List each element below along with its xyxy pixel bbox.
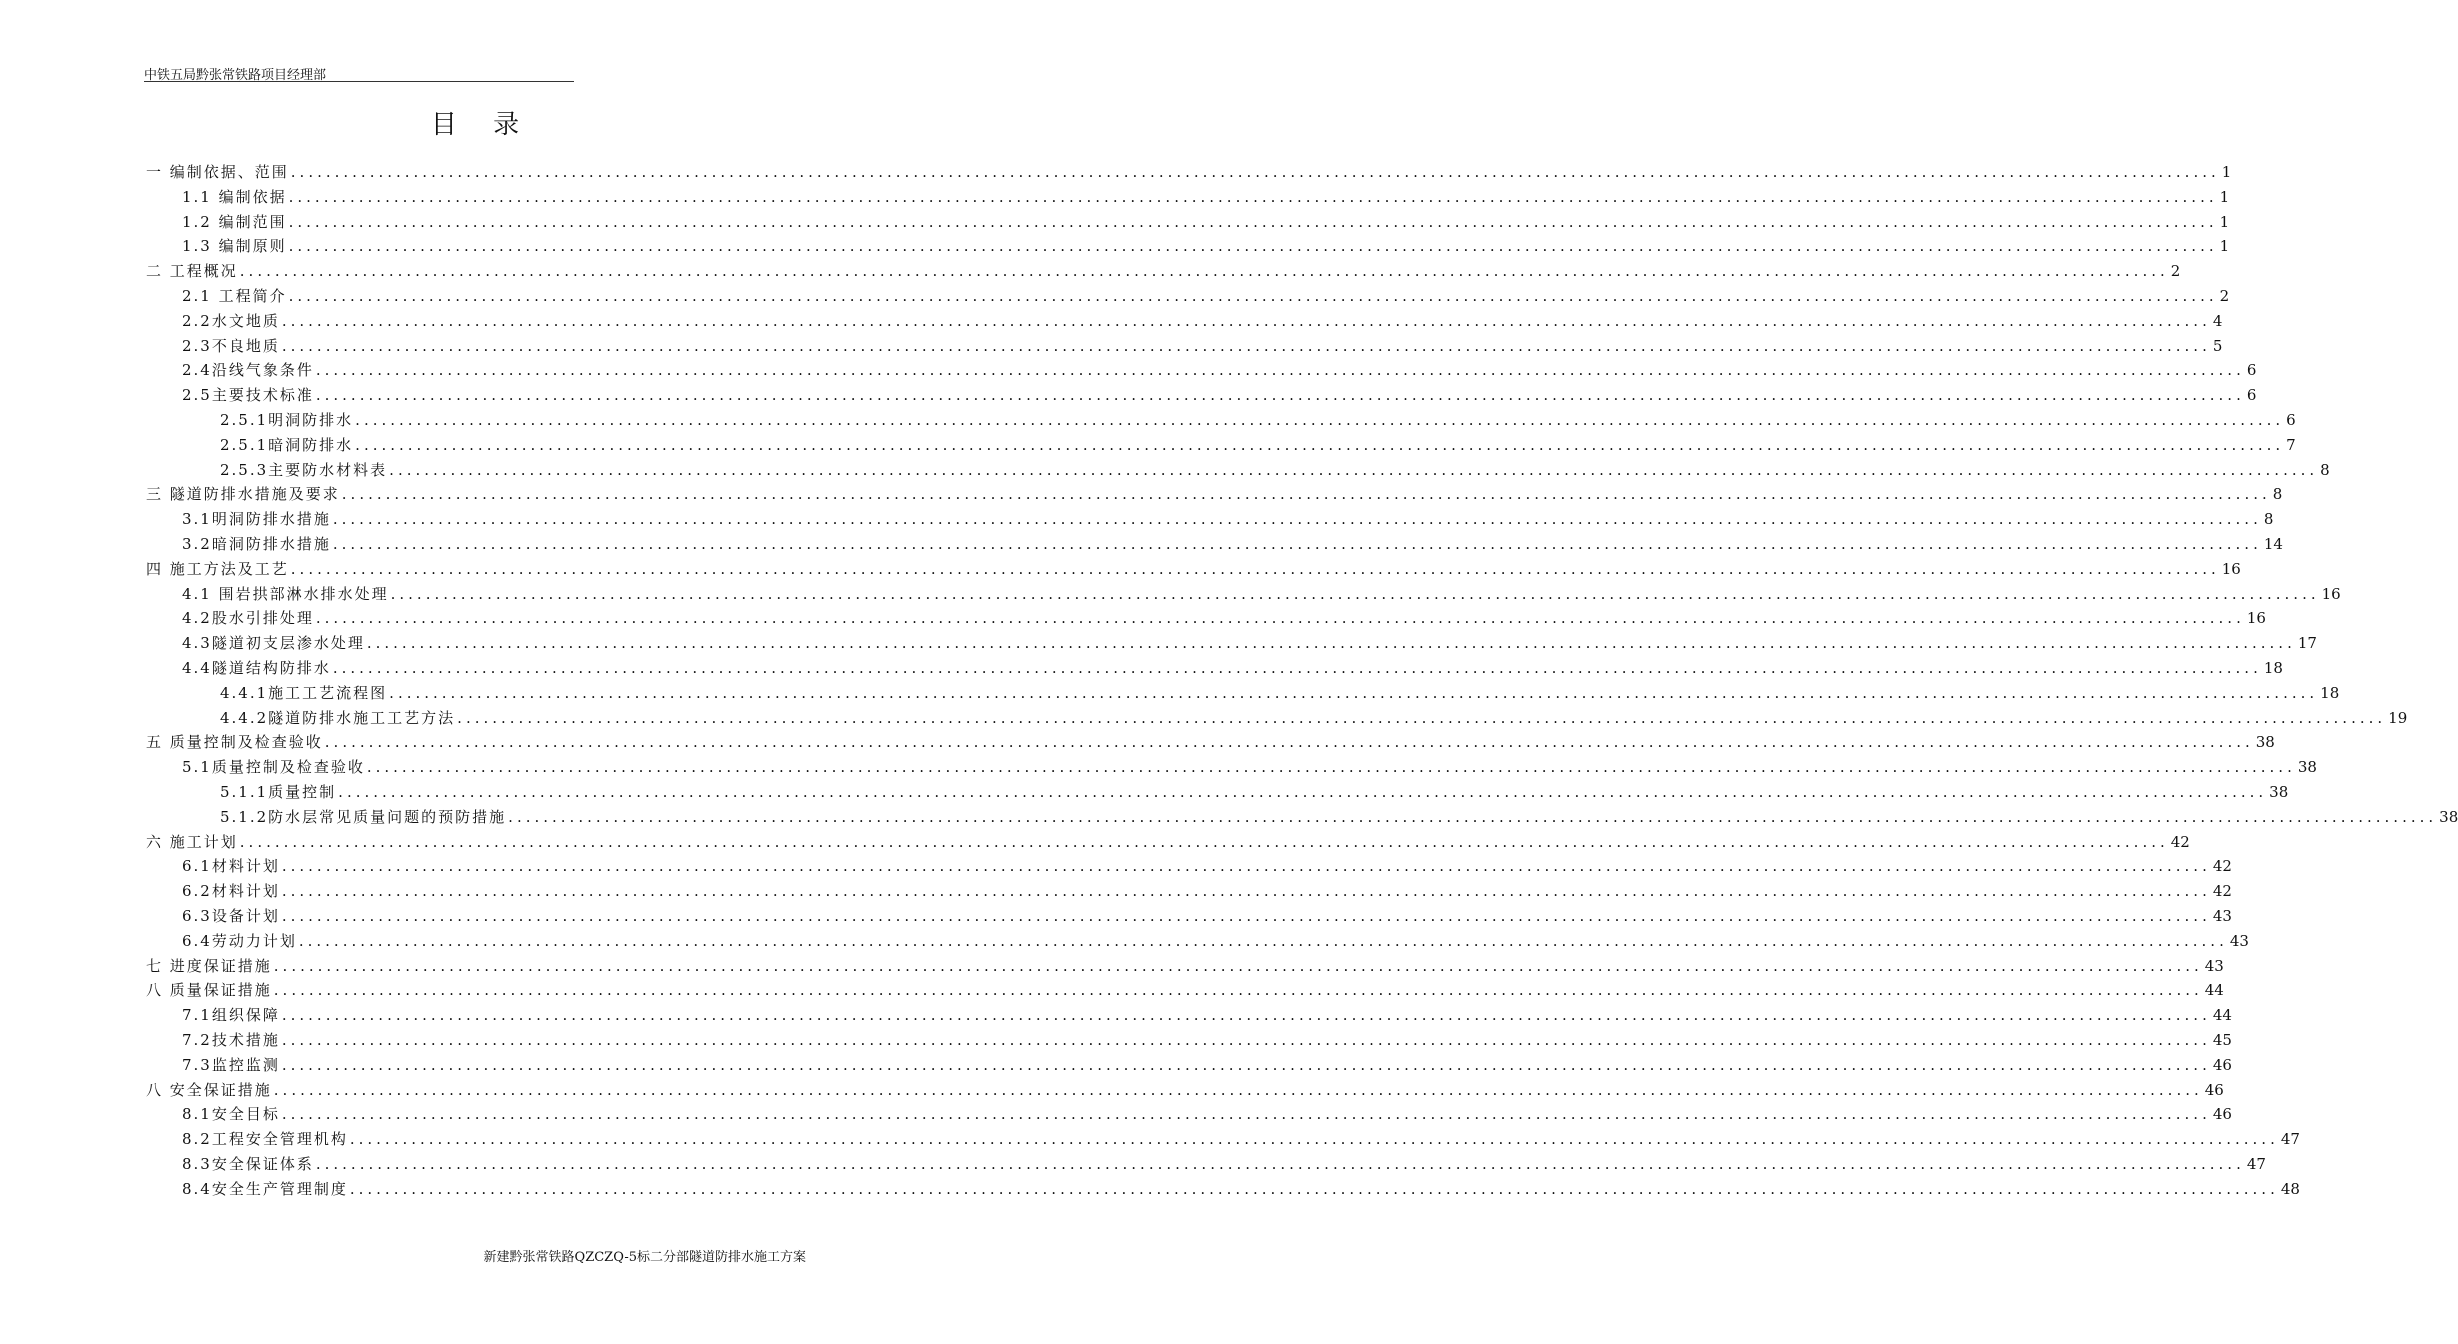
toc-leader-dots: ............................................................................................................................................................................................................................ xyxy=(288,212,2218,231)
toc-entry-page: 16 xyxy=(2246,609,2266,628)
toc-entry-label: 三 隧道防排水措施及要求 xyxy=(146,485,340,504)
toc-entry-page: 38 xyxy=(2297,758,2317,777)
toc-entry-page: 6 xyxy=(2246,386,2257,405)
toc-leader-dots: ............................................................................................................................................................................................................................ xyxy=(273,956,2203,975)
toc-leader-dots: ............................................................................................................................................................................................................................ xyxy=(281,907,2211,925)
toc-entry[interactable] xyxy=(182,1054,2232,1078)
toc-entry-label: 1.2 编制范围 xyxy=(182,212,287,231)
toc-leader-dots: ............................................................................................................................................................................................................................ xyxy=(281,857,2211,876)
toc-leader-dots: ............................................................................................................................................................................................................................ xyxy=(508,807,2438,826)
toc-entry[interactable] xyxy=(146,161,2232,185)
toc-entry-label: 3.1明洞防排水措施 xyxy=(182,510,331,529)
toc-entry-page: 5 xyxy=(2212,336,2223,355)
toc-entry[interactable] xyxy=(146,260,2181,284)
toc-entry-page: 2 xyxy=(2219,287,2230,305)
footer-text: 新建黔张常铁路QZCZQ-5标二分部隧道防排水施工方案 xyxy=(483,1250,806,1265)
toc-entry-page: 46 xyxy=(2212,1055,2232,1074)
toc-entry-page: 43 xyxy=(2229,931,2249,950)
toc-entry-label: 2.3不良地质 xyxy=(182,336,280,355)
toc-entry-label: 七 进度保证措施 xyxy=(146,956,272,975)
toc-leader-dots: ............................................................................................................................................................................................................................ xyxy=(281,1055,2211,1074)
toc-entry-page: 47 xyxy=(2246,1155,2266,1173)
toc-leader-dots: ............................................................................................................................................................................................................................ xyxy=(390,584,2320,603)
toc-entry-page: 1 xyxy=(2221,163,2232,181)
toc-entry[interactable] xyxy=(182,533,2283,557)
toc-entry-page: 48 xyxy=(2280,1179,2300,1198)
toc-entry-label: 7.1组织保障 xyxy=(182,1006,280,1025)
toc-entry[interactable] xyxy=(220,682,2340,706)
toc-entry[interactable] xyxy=(146,483,2283,507)
toc-entry-label: 2.5.1明洞防排水 xyxy=(220,411,354,429)
toc-entry-page: 8 xyxy=(2263,510,2274,529)
toc-leader-dots: ............................................................................................................................................................................................................................ xyxy=(349,1179,2279,1198)
toc-entry-page: 16 xyxy=(2321,584,2341,603)
toc-leader-dots: ............................................................................................................................................................................................................................ xyxy=(290,559,2220,578)
toc-entry[interactable] xyxy=(220,434,2296,458)
toc-entry-page: 19 xyxy=(2388,708,2408,727)
toc-entry-page: 42 xyxy=(2212,882,2232,901)
toc-leader-dots: ............................................................................................................................................................................................................................ xyxy=(288,187,2218,206)
toc-entry[interactable] xyxy=(182,607,2266,631)
toc-leader-dots: ............................................................................................................................................................................................................................ xyxy=(281,882,2211,901)
toc-entry-label: 8.2工程安全管理机构 xyxy=(182,1130,348,1149)
toc-entry-page: 44 xyxy=(2212,1006,2232,1025)
toc-entry-label: 6.2材料计划 xyxy=(182,882,280,901)
toc-leader-dots: ............................................................................................................................................................................................................................ xyxy=(341,485,2271,504)
toc-entry-page: 2 xyxy=(2170,262,2181,281)
toc-entry-page: 38 xyxy=(2439,807,2458,826)
toc-entry-page: 47 xyxy=(2280,1130,2300,1149)
toc-entry-page: 14 xyxy=(2263,535,2283,553)
toc-entry[interactable] xyxy=(182,905,2232,929)
toc-entry-label: 六 施工计划 xyxy=(146,832,238,851)
toc-entry-label: 2.5.1暗洞防排水 xyxy=(220,435,354,454)
toc-entry-page: 1 xyxy=(2219,212,2230,231)
toc-leader-dots: ............................................................................................................................................................................................................................ xyxy=(389,683,2319,702)
toc-entry-label: 1.3 编制原则 xyxy=(182,237,287,256)
toc-entry[interactable] xyxy=(146,731,2275,755)
toc-entry-label: 一 编制依据、范围 xyxy=(146,163,289,181)
toc-entry[interactable] xyxy=(182,310,2223,334)
toc-entry[interactable] xyxy=(182,384,2257,408)
toc-entry-label: 5.1.2防水层常见质量问题的预防措施 xyxy=(220,807,507,826)
toc-entry[interactable] xyxy=(146,831,2190,855)
toc-entry[interactable] xyxy=(182,1029,2232,1053)
toc-entry[interactable] xyxy=(182,632,2317,656)
toc-entry-label: 2.2水文地质 xyxy=(182,311,280,330)
toc-leader-dots: ............................................................................................................................................................................................................................ xyxy=(366,758,2296,777)
toc-entry-label: 6.1材料计划 xyxy=(182,857,280,876)
toc-entry-label: 4.4隧道结构防排水 xyxy=(182,659,331,677)
toc-entry-page: 44 xyxy=(2204,981,2224,1000)
toc-entry-label: 四 施工方法及工艺 xyxy=(146,559,289,578)
toc-leader-dots: ............................................................................................................................................................................................................................ xyxy=(298,931,2228,950)
toc-leader-dots: ............................................................................................................................................................................................................................ xyxy=(315,1155,2245,1173)
toc-entry-page: 6 xyxy=(2246,361,2257,380)
toc-entry[interactable] xyxy=(146,1079,2224,1103)
toc-leader-dots: ............................................................................................................................................................................................................................ xyxy=(273,981,2203,1000)
toc-entry[interactable] xyxy=(182,880,2232,904)
toc-leader-dots: ............................................................................................................................................................................................................................ xyxy=(281,1031,2211,1049)
toc-entry[interactable] xyxy=(182,657,2283,681)
toc-entry[interactable] xyxy=(182,235,2230,259)
toc-entry-label: 8.4安全生产管理制度 xyxy=(182,1179,348,1198)
toc-leader-dots: ............................................................................................................................................................................................................................ xyxy=(315,386,2245,405)
toc-entry-label: 八 质量保证措施 xyxy=(146,981,272,1000)
toc-entry-page: 16 xyxy=(2221,559,2241,578)
toc-entry-page: 18 xyxy=(2263,659,2283,677)
toc-entry-page: 43 xyxy=(2212,907,2232,925)
toc-entry-page: 42 xyxy=(2170,832,2190,851)
toc-entry-label: 4.4.2隧道防排水施工工艺方法 xyxy=(220,708,456,727)
toc-leader-dots: ............................................................................................................................................................................................................................ xyxy=(281,1105,2211,1124)
toc-entry-label: 8.1安全目标 xyxy=(182,1105,280,1124)
toc-leader-dots: ............................................................................................................................................................................................................................ xyxy=(315,361,2245,380)
toc-leader-dots: ............................................................................................................................................................................................................................ xyxy=(332,659,2262,677)
toc-entry[interactable] xyxy=(182,855,2232,879)
toc-entry-label: 五 质量控制及检查验收 xyxy=(146,733,323,752)
toc-entry-page: 17 xyxy=(2297,634,2317,653)
toc-entry[interactable] xyxy=(182,285,2230,309)
toc-leader-dots: ............................................................................................................................................................................................................................ xyxy=(355,435,2285,454)
toc-entry-label: 4.3隧道初支层渗水处理 xyxy=(182,634,365,653)
toc-entry[interactable] xyxy=(182,583,2341,607)
toc-entry[interactable] xyxy=(220,409,2296,433)
toc-entry-label: 4.4.1施工工艺流程图 xyxy=(220,683,388,702)
toc-entry-page: 38 xyxy=(2269,783,2289,801)
toc-entry-label: 5.1.1质量控制 xyxy=(220,783,337,801)
toc-entry-label: 3.2暗洞防排水措施 xyxy=(182,535,331,553)
toc-entry-label: 4.1 围岩拱部淋水排水处理 xyxy=(182,584,389,603)
toc-entry-label: 1.1 编制依据 xyxy=(182,187,287,206)
toc-leader-dots: ............................................................................................................................................................................................................................ xyxy=(281,311,2211,330)
toc-entry-label: 7.2技术措施 xyxy=(182,1031,280,1049)
header-text: 中铁五局黔张常铁路项目经理部 xyxy=(144,68,327,83)
toc-leader-dots: ............................................................................................................................................................................................................................ xyxy=(332,510,2262,529)
toc-leader-dots: ............................................................................................................................................................................................................................ xyxy=(389,460,2319,479)
toc-entry-page: 38 xyxy=(2255,733,2275,752)
toc-entry-page: 7 xyxy=(2286,435,2296,454)
toc-entry-page: 42 xyxy=(2212,857,2232,876)
toc-entry[interactable] xyxy=(182,1004,2232,1028)
toc-entry[interactable] xyxy=(220,459,2330,483)
toc-entry-label: 二 工程概况 xyxy=(146,262,238,281)
toc-entry-page: 4 xyxy=(2212,311,2223,330)
toc-leader-dots: ............................................................................................................................................................................................................................ xyxy=(239,832,2169,851)
toc-leader-dots: ............................................................................................................................................................................................................................ xyxy=(288,237,2218,256)
toc-entry-label: 八 安全保证措施 xyxy=(146,1080,272,1099)
toc-leader-dots: ............................................................................................................................................................................................................................ xyxy=(366,634,2296,653)
toc-entry-page: 45 xyxy=(2212,1031,2232,1049)
toc-entry-label: 5.1质量控制及检查验收 xyxy=(182,758,365,777)
toc-entry-label: 7.3监控监测 xyxy=(182,1055,280,1074)
toc-entry-page: 8 xyxy=(2320,460,2330,479)
toc-entry-page: 1 xyxy=(2219,237,2230,256)
toc-entry[interactable] xyxy=(182,1128,2300,1152)
toc-entry-label: 6.4劳动力计划 xyxy=(182,931,297,950)
toc-entry-label: 8.3安全保证体系 xyxy=(182,1155,314,1173)
toc-entry-label: 2.4沿线气象条件 xyxy=(182,361,314,380)
toc-entry[interactable] xyxy=(182,211,2230,235)
toc-entry[interactable] xyxy=(220,707,2408,731)
toc-entry[interactable] xyxy=(182,508,2274,532)
toc-leader-dots: ............................................................................................................................................................................................................................ xyxy=(332,535,2262,553)
toc-leader-dots: ............................................................................................................................................................................................................................ xyxy=(281,1006,2211,1025)
toc-entry-page: 6 xyxy=(2286,411,2296,429)
toc-entry-page: 8 xyxy=(2272,485,2283,504)
toc-leader-dots: ............................................................................................................................................................................................................................ xyxy=(338,783,2268,801)
toc-entry-page: 18 xyxy=(2320,683,2340,702)
toc-leader-dots: ............................................................................................................................................................................................................................ xyxy=(281,336,2211,355)
toc-entry[interactable] xyxy=(182,335,2223,359)
toc-entry[interactable] xyxy=(182,359,2257,383)
toc-entry[interactable] xyxy=(182,1153,2266,1177)
toc-entry[interactable] xyxy=(182,1103,2232,1127)
toc-entry-label: 2.5主要技术标准 xyxy=(182,386,314,405)
toc-entry[interactable] xyxy=(220,806,2458,830)
toc-entry[interactable] xyxy=(146,955,2224,979)
toc-leader-dots: ............................................................................................................................................................................................................................ xyxy=(355,411,2285,429)
toc-entry-page: 46 xyxy=(2212,1105,2232,1124)
toc-entry[interactable] xyxy=(182,186,2230,210)
header-rule xyxy=(144,81,574,82)
toc-entry-label: 2.1 工程简介 xyxy=(182,287,287,305)
toc-leader-dots: ............................................................................................................................................................................................................................ xyxy=(315,609,2245,628)
toc-entry[interactable] xyxy=(146,558,2241,582)
toc-leader-dots: ............................................................................................................................................................................................................................ xyxy=(288,287,2218,305)
toc-entry-label: 4.2股水引排处理 xyxy=(182,609,314,628)
toc-leader-dots: ............................................................................................................................................................................................................................ xyxy=(349,1130,2279,1149)
toc-entry[interactable] xyxy=(182,930,2249,954)
toc-leader-dots: ............................................................................................................................................................................................................................ xyxy=(457,708,2387,727)
toc-leader-dots: ............................................................................................................................................................................................................................ xyxy=(290,163,2220,181)
toc-entry[interactable] xyxy=(146,979,2224,1003)
toc-entry-label: 6.3设备计划 xyxy=(182,907,280,925)
toc-entry[interactable] xyxy=(182,756,2317,780)
page-title: 目 录 xyxy=(430,110,534,140)
toc-entry[interactable] xyxy=(182,1178,2300,1202)
toc-entry-page: 1 xyxy=(2219,187,2230,206)
toc-leader-dots: ............................................................................................................................................................................................................................ xyxy=(324,733,2254,752)
toc-leader-dots: ............................................................................................................................................................................................................................ xyxy=(273,1080,2203,1099)
toc-entry-page: 46 xyxy=(2204,1080,2224,1099)
toc-entry[interactable] xyxy=(220,781,2289,805)
toc-entry-page: 43 xyxy=(2204,956,2224,975)
toc-entry-label: 2.5.3主要防水材料表 xyxy=(220,460,388,479)
toc-leader-dots: ............................................................................................................................................................................................................................ xyxy=(239,262,2169,281)
